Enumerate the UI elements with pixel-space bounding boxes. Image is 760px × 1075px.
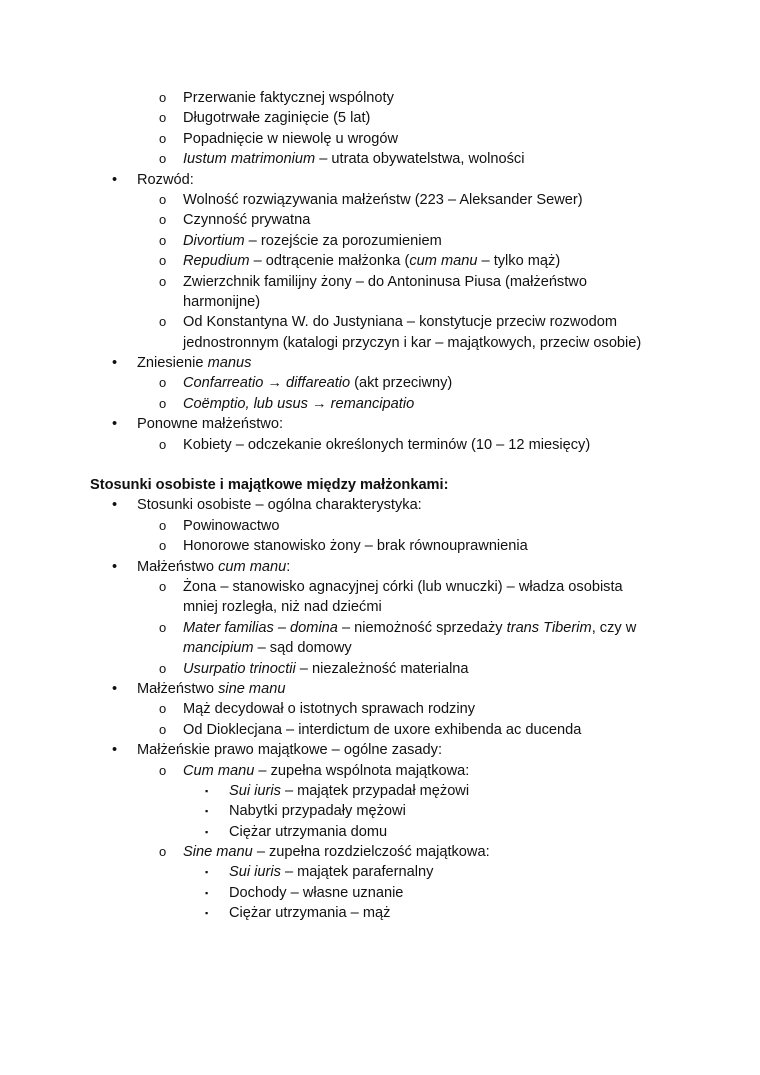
text-run: – majątek przypadał mężowi	[280, 782, 470, 799]
text-run: Ciężar utrzymania – mąż	[229, 905, 391, 922]
italic-text-run: Sui iuris	[229, 782, 281, 799]
circle-marker: o	[159, 130, 167, 146]
list-item-level-1	[0, 353, 760, 373]
circle-marker: o	[159, 395, 167, 411]
text-run: Czynność prywatna	[183, 212, 311, 229]
text-run: Powinowactwo	[183, 517, 280, 534]
list-item-text	[229, 903, 390, 923]
list-item-text	[183, 333, 641, 353]
italic-text-run: remancipatio	[330, 395, 415, 412]
text-run: – odtrącenie małżonka (	[249, 253, 410, 270]
list-item-level-2	[0, 842, 760, 862]
divorce-outline	[0, 88, 760, 455]
bullet-marker: •	[112, 680, 118, 697]
circle-marker: o	[159, 375, 167, 391]
text-run: – majątek parafernalny	[280, 864, 434, 881]
list-item-level-3	[0, 862, 760, 882]
italic-text-run: Coëmptio, lub usus	[183, 395, 308, 412]
list-item-text	[183, 659, 469, 679]
list-item-text	[183, 149, 524, 169]
text-run: Przerwanie faktycznej wspólnoty	[183, 90, 394, 106]
list-item-level-2	[0, 577, 760, 597]
list-item-text	[183, 577, 623, 597]
list-item-level-3	[0, 903, 760, 923]
circle-marker: o	[159, 844, 167, 860]
circle-marker: o	[159, 578, 167, 594]
text-run: Kobiety – odczekanie określonych terminów (10 – 12 miesięcy)	[183, 436, 591, 453]
list-item-level-2	[0, 394, 760, 414]
list-item-text	[183, 597, 382, 617]
text-run: – sąd domowy	[253, 640, 352, 657]
italic-text-run: Usurpatio trinoctii	[183, 660, 296, 677]
list-item-text	[137, 679, 285, 699]
list-item-text	[183, 394, 414, 414]
bullet-marker: •	[112, 355, 118, 372]
circle-marker: o	[159, 660, 167, 676]
list-item-level-2	[0, 761, 760, 781]
list-item-level-2	[0, 129, 760, 149]
list-item-continuation	[0, 597, 760, 617]
text-run: Od Konstantyna W. do Justyniana – konstytucje przeciw rozwodom	[183, 314, 617, 331]
text-run: – niemożność sprzedaży	[337, 619, 507, 636]
section-heading-text: Stosunki osobiste i majątkowe między małżonkami:	[90, 477, 449, 494]
circle-marker: o	[159, 191, 167, 207]
list-item-level-1	[0, 495, 760, 515]
list-item-text	[137, 353, 251, 373]
circle-marker: o	[159, 701, 167, 717]
circle-marker: o	[159, 151, 167, 167]
text-run: – zupełna wspólnota majątkowa:	[254, 762, 470, 779]
text-run: Wolność rozwiązywania małżeństw (223 – Aleksander Sewer)	[183, 191, 583, 208]
text-run: Mąż decydował o istotnych sprawach rodziny	[183, 701, 476, 718]
text-run: Zwierzchnik familijny żony – do Antoninusa Piusa (małżeństwo	[183, 273, 587, 290]
list-item-text	[183, 190, 583, 210]
italic-text-run: Confarreatio	[183, 375, 264, 392]
text-run: Od Dioklecjana – interdictum de uxore exhibenda ac ducenda	[183, 721, 582, 738]
text-run: Stosunki osobiste – ogólna charakterystyka:	[137, 497, 422, 514]
list-item-text	[137, 740, 442, 760]
list-item-level-2	[0, 190, 760, 210]
circle-marker: o	[159, 232, 167, 248]
list-item-level-2	[0, 720, 760, 740]
list-item-level-2	[0, 108, 760, 128]
italic-text-run: Sui iuris	[229, 864, 281, 881]
list-item-text	[183, 373, 452, 393]
italic-text-run: sine manu	[218, 680, 286, 697]
italic-text-run: Divortium	[183, 232, 245, 249]
list-item-text	[183, 88, 394, 108]
bullet-marker: •	[112, 416, 118, 433]
bullet-marker: •	[112, 558, 118, 575]
list-item-level-2	[0, 251, 760, 271]
circle-marker: o	[159, 538, 167, 554]
bullet-marker: •	[112, 171, 118, 188]
list-item-text	[183, 536, 528, 556]
text-run: →	[307, 395, 331, 412]
list-item-text	[183, 292, 260, 312]
list-item-text	[137, 557, 290, 577]
list-item-text	[183, 842, 490, 862]
list-item-text	[137, 170, 194, 190]
list-item-text	[229, 862, 433, 882]
list-item-text	[183, 272, 587, 292]
list-item-level-2	[0, 659, 760, 679]
italic-text-run: Mater familias – domina	[183, 619, 338, 636]
list-item-continuation	[0, 333, 760, 353]
text-run: – tylko mąż)	[477, 253, 561, 270]
italic-text-run: trans Tiberim	[506, 619, 592, 636]
list-item-level-1	[0, 557, 760, 577]
circle-marker: o	[159, 212, 167, 228]
text-run: harmonijne)	[183, 293, 261, 310]
circle-marker: o	[159, 314, 167, 330]
square-marker: ▪	[205, 826, 209, 837]
list-item-continuation	[0, 292, 760, 312]
text-run: jednostronnym (katalogi przyczyn i kar – majątkowych, przeciw osobie)	[183, 334, 642, 351]
text-run: – rozejście za porozumieniem	[244, 232, 442, 249]
text-run: →	[263, 375, 287, 392]
text-run: Honorowe stanowisko żony – brak równouprawnienia	[183, 538, 528, 555]
list-item-text	[183, 720, 581, 740]
text-run: – niezależność materialna	[295, 660, 469, 677]
square-marker: ▪	[205, 908, 209, 919]
list-item-text	[183, 312, 617, 332]
italic-text-run: Repudium	[183, 253, 250, 270]
text-run: Ponowne małżeństwo:	[137, 416, 284, 433]
list-item-text	[229, 781, 469, 801]
list-item-level-2	[0, 312, 760, 332]
list-item-level-2	[0, 88, 760, 108]
document-content	[0, 88, 760, 924]
bullet-marker: •	[112, 742, 118, 759]
circle-marker: o	[159, 762, 167, 778]
square-marker: ▪	[205, 887, 209, 898]
list-item-level-1	[0, 170, 760, 190]
italic-text-run: cum manu	[218, 558, 287, 575]
circle-marker: o	[159, 517, 167, 533]
list-item-level-2	[0, 618, 760, 638]
list-item-text	[183, 638, 352, 658]
list-item-text	[183, 251, 560, 271]
circle-marker: o	[159, 90, 167, 105]
spouses-relations-outline	[0, 495, 760, 923]
text-run: Długotrwałe zaginięcie (5 lat)	[183, 110, 371, 127]
text-run: Ciężar utrzymania domu	[229, 823, 388, 840]
italic-text-run: Sine manu	[183, 844, 253, 861]
italic-text-run: diffareatio	[286, 375, 351, 392]
list-item-text	[183, 516, 280, 536]
circle-marker: o	[159, 110, 167, 126]
list-item-level-3	[0, 883, 760, 903]
circle-marker: o	[159, 273, 167, 289]
text-run: Małżeństwo	[137, 680, 219, 697]
list-item-text	[183, 129, 398, 149]
list-item-level-1	[0, 414, 760, 434]
list-item-level-1	[0, 679, 760, 699]
text-run: (akt przeciwny)	[350, 375, 453, 392]
list-item-text	[183, 618, 636, 638]
list-item-level-3	[0, 801, 760, 821]
list-item-text	[183, 108, 370, 128]
italic-text-run: Cum manu	[183, 762, 255, 779]
text-run: Popadnięcie w niewolę u wrogów	[183, 130, 398, 147]
text-run: Zniesienie	[137, 355, 208, 372]
list-item-level-3	[0, 822, 760, 842]
text-run: Żona – stanowisko agnacyjnej córki (lub wnuczki) – władza osobista	[183, 578, 623, 595]
square-marker: ▪	[205, 806, 209, 817]
text-run: mniej rozległa, niż nad dziećmi	[183, 599, 382, 616]
list-item-text	[183, 210, 310, 230]
list-item-text	[229, 883, 403, 903]
list-item-text	[137, 495, 422, 515]
square-marker: ▪	[205, 867, 209, 878]
text-run: , czy w	[591, 619, 637, 636]
italic-text-run: Iustum matrimonium	[183, 151, 316, 168]
text-run: – utrata obywatelstwa, wolności	[315, 151, 525, 168]
list-item-level-2	[0, 435, 760, 455]
list-item-level-3	[0, 781, 760, 801]
list-item-text	[137, 414, 283, 434]
list-item-text	[183, 761, 469, 781]
list-item-text	[183, 699, 475, 719]
list-item-level-2	[0, 516, 760, 536]
circle-marker: o	[159, 436, 167, 452]
circle-marker: o	[159, 721, 167, 737]
list-item-text	[229, 801, 406, 821]
list-item-level-2	[0, 231, 760, 251]
text-run: :	[286, 558, 291, 575]
text-run: Rozwód:	[137, 171, 194, 188]
list-item-level-2	[0, 699, 760, 719]
square-marker: ▪	[205, 785, 209, 796]
paragraph-gap	[0, 455, 760, 475]
text-run: Małżeńskie prawo majątkowe – ogólne zasady:	[137, 742, 443, 759]
circle-marker: o	[159, 619, 167, 635]
italic-text-run: cum manu	[409, 253, 478, 270]
text-run: Małżeństwo	[137, 558, 219, 575]
list-item-level-2	[0, 149, 760, 169]
bullet-marker: •	[112, 497, 118, 514]
text-run: – zupełna rozdzielczość majątkowa:	[252, 844, 490, 861]
list-item-text	[183, 435, 590, 455]
list-item-continuation	[0, 638, 760, 658]
list-item-text	[183, 231, 442, 251]
text-run: Nabytki przypadały mężowi	[229, 803, 406, 820]
list-item-level-2	[0, 536, 760, 556]
list-item-level-1	[0, 740, 760, 760]
italic-text-run: manus	[207, 355, 252, 372]
text-run: Dochody – własne uznanie	[229, 884, 404, 901]
list-item-text	[229, 822, 387, 842]
list-item-level-2	[0, 210, 760, 230]
list-item-level-2	[0, 272, 760, 292]
list-item-level-2	[0, 373, 760, 393]
italic-text-run: mancipium	[183, 640, 254, 657]
circle-marker: o	[159, 253, 167, 269]
section-heading	[0, 475, 760, 495]
